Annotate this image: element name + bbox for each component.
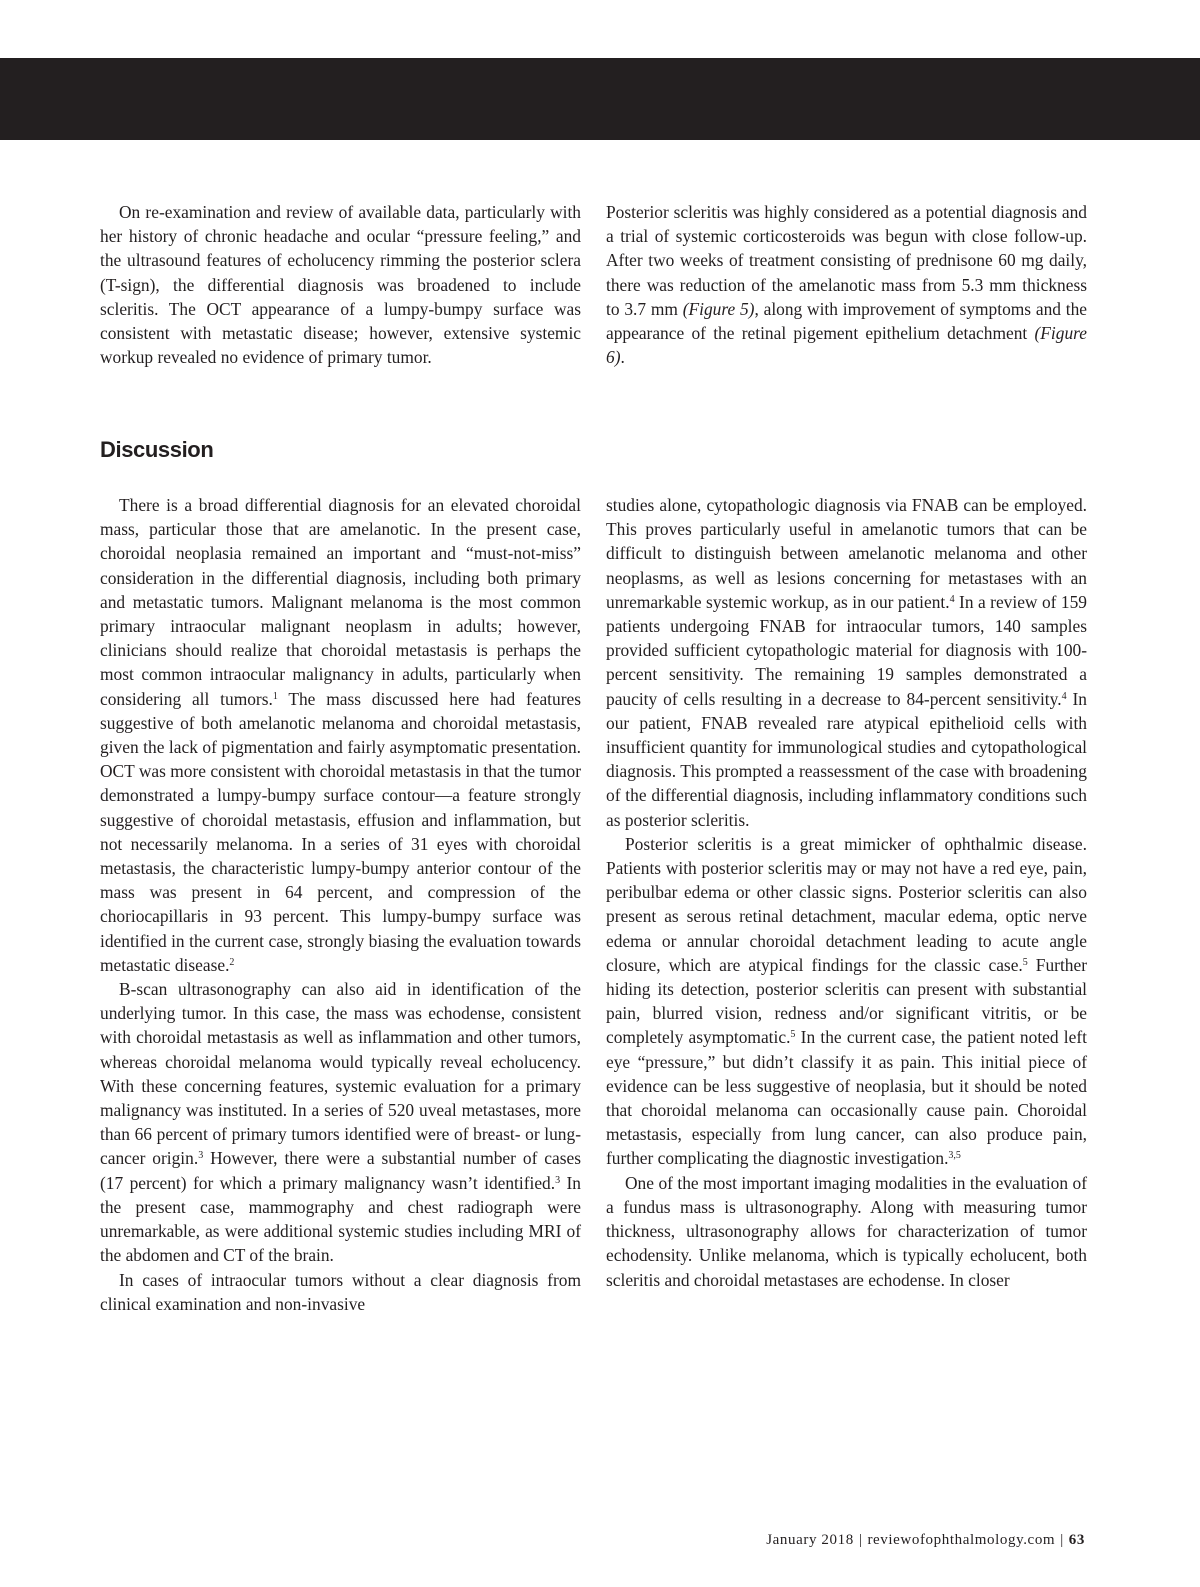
figure-6-reference: (Figure 6) (606, 323, 1087, 368)
page-number: 63 (1068, 1532, 1085, 1548)
intro-paragraph: On re-examination and review of available data, particularly with her history of chronic headache and ocular “pressure feeling,” and the ultrasound features of echolucency rimming the posterior sclera (T-sign), the differential diagnosis was broadened to include scleritis. The OCT appearance of a lumpy-bumpy surface was consistent with metastatic disease; however, extensive systemic workup revealed no evidence of primary tumor. (100, 202, 581, 368)
citation: 4 (1061, 690, 1067, 702)
issue-date: January 2018 (766, 1532, 854, 1548)
figure-5-reference: (Figure 5) (682, 298, 755, 319)
citation: 5 (790, 1029, 796, 1041)
discussion-left-column (100, 493, 581, 1316)
footer-separator: | (1060, 1532, 1064, 1548)
citation: 5 (1022, 956, 1028, 968)
discussion-paragraph-3: In cases of intraocular tumors without a clear diagnosis from clinical examination and non-invasive (100, 1269, 581, 1314)
citation: 4 (949, 593, 955, 605)
discussion-right-column (606, 493, 1087, 1292)
intro-right-column (606, 200, 1087, 369)
citation: 3,5 (948, 1150, 961, 1162)
section-heading-discussion: Discussion (100, 437, 214, 462)
discussion-paragraph-5: One of the most important imaging modalities in the evaluation of a fundus mass is ultrasonography. Along with measuring tumor thickness, ultrasonography allows for characterization of tumor echodensity. Unlike melanoma, which is typically echolucent, both scleritis and choroidal metastases are echodense. In closer (606, 1172, 1087, 1290)
intro-left-column (100, 200, 581, 369)
website: reviewofophthalmology.com (867, 1532, 1056, 1548)
footer-separator: | (858, 1532, 863, 1548)
citation: 3 (198, 1150, 204, 1162)
citation: 1 (272, 690, 278, 702)
header-banner (0, 58, 1200, 140)
intro-paragraph-continued: Posterior scleritis was highly considered as a potential diagnosis and a trial of systemic corticosteroids was begun with close follow-up. After two weeks of treatment consisting of prednisone 60 mg daily, there was reduction of the amelanotic mass from 5.3 mm thickness to 3.7 mm (Figure 5), along with improvement of symptoms and the appearance of the retinal pigement epithelium detachment (Figure 6). (606, 202, 1087, 368)
citation: 3 (555, 1174, 561, 1186)
discussion-paragraph-1: There is a broad differential diagnosis for an elevated choroidal mass, particular those that are amelanotic. In the present case, choroidal neoplasia remained an important and “must-not-miss” consideration in the differential diagnosis, including both primary and metastatic tumors. Malignant melanoma is the most common primary intraocular malignant neoplasm in adults; however, clinicians should realize that choroidal metastasis is perhaps the most common intraocular malignancy in adults, particularly when considering all tumors.$^1$ The mass discussed here had features suggestive of both amelanotic melanoma and choroidal metastasis, given the lack of pigmentation and fairly asymptomatic presentation. OCT was more consistent with choroidal metastasis in that the tumor demonstrated a lumpy-bumpy surface contour—a feature strongly suggestive of choroidal metastasis, effusion and inflammation, but not necessarily melanoma. In a series of 31 eyes with choroidal metastasis, the characteristic lumpy-bumpy anterior contour of the mass was present in 64 percent, and compression of the choriocapillaris in 93 percent. This lumpy-bumpy surface was identified in the current case, strongly biasing the evaluation towards metastatic disease.$^2$ (100, 495, 581, 975)
citation: 2 (229, 956, 235, 968)
page-footer (766, 1532, 1085, 1549)
discussion-paragraph-3-continued: studies alone, cytopathologic diagnosis via FNAB can be employed. This proves particularly useful in amelanotic tumors that can be difficult to distinguish between amelanotic melanoma and other neoplasms, as well as lesions concerning for metastases with an unremarkable systemic workup, as in our patient.$^4$ In a review of 159 patients undergoing FNAB for intraocular tumors, 140 samples provided sufficient cytopathologic material for diagnosis with 100-percent sensitivity. The remaining 19 samples demonstrated a paucity of cells resulting in a decrease to 84-percent sensitivity.$^4$ In our patient, FNAB revealed rare atypical epithelioid cells with insufficient quantity for immunological studies and cytopathological diagnosis. This prompted a reassessment of the case with broadening of the differential diagnosis, including inflammatory conditions such as posterior scleritis. (606, 495, 1087, 830)
discussion-paragraph-4: Posterior scleritis is a great mimicker of ophthalmic disease. Patients with posterior scleritis may or may not have a red eye, pain, peribulbar edema or other classic signs. Posterior scleritis can also present as serous retinal detachment, macular edema, optic nerve edema or annular choroidal detachment leading to acute angle closure, which are atypical findings for the classic case.$^5$ Further hiding its detection, posterior scleritis can present with substantial pain, blurred vision, redness and/or significant vitritis, or be completely asymptomatic.$^5$ In the current case, the patient noted left eye “pressure,” but didn’t classify it as pain. This initial piece of evidence can be less suggestive of neoplasia, but it should be noted that choroidal melanoma can occasionally cause pain. Choroidal metastasis, especially from lung cancer, can also produce pain, further complicating the diagnostic investigation.$^{3,5}$ (606, 833, 1087, 1169)
discussion-paragraph-2: B-scan ultrasonography can also aid in identification of the underlying tumor. In this case, the mass was echodense, consistent with choroidal metastasis as well as inflammation and other tumors, whereas choroidal melanoma would typically reveal echolucency. With these concerning features, systemic evaluation for a primary malignancy was instituted. In a series of 520 uveal metastases, more than 66 percent of primary tumors identified were of breast- or lung-cancer origin.$^3$ However, there were a substantial number of cases (17 percent) for which a primary malignancy wasn’t identified.$^3$ In the present case, mammography and chest radiograph were unremarkable, as were additional systemic studies including MRI of the abdomen and CT of the brain. (100, 979, 582, 1266)
